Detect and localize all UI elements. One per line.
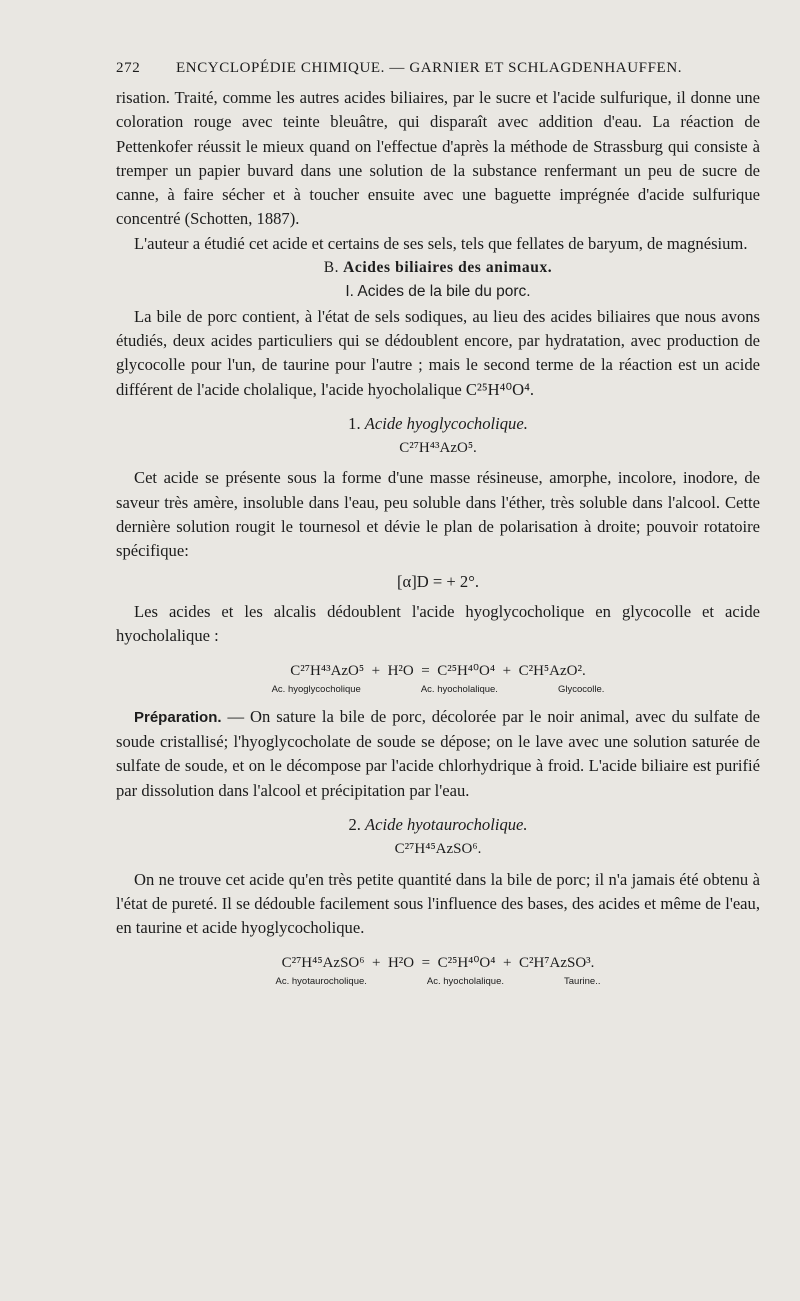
acid-formula-2: C²⁷H⁴⁵AzSO⁶. <box>394 841 482 858</box>
eq-term: C²⁷H⁴⁵AzSO⁶ <box>281 954 365 971</box>
acid-number: 1. <box>348 413 361 433</box>
paragraph-preparation <box>116 705 760 803</box>
equation-2-captions <box>116 975 760 989</box>
preparation-label: Préparation. <box>134 708 222 726</box>
paragraph-properties: Cet acide se présente sous la forme d'une masse résineuse, amorphe, incolore, inodore, de saveur très amère, insoluble dans l'eau, peu soluble dans l'éther, très soluble dans l'alcool. Cette dernière solution rougit le tournesol et dévie le plan de polarisation à droite; pouvoir rotatoire spécifique: <box>116 468 760 561</box>
page-number: 272 <box>116 60 141 76</box>
acid-heading-2 <box>116 813 760 837</box>
section-letter: B. <box>323 259 340 277</box>
paragraph-bile-porc <box>116 305 760 402</box>
eq-operator: + <box>502 662 512 679</box>
eq-caption: Ac. hyocholalique. <box>426 975 505 987</box>
equation-1 <box>116 659 760 683</box>
equation-2 <box>116 951 760 975</box>
subsection-heading: I. Acides de la bile du porc. <box>345 283 531 301</box>
eq-term: H²O <box>387 954 415 971</box>
eq-term: C²⁷H⁴³AzO⁵ <box>290 662 365 679</box>
eq-term: C²⁵H⁴⁰O⁴ <box>437 662 496 679</box>
paragraph-dedoublement: Les acides et les alcalis dédoublent l'acide hyoglycocholique en glycocolle et acide hyocholalique : <box>116 601 760 646</box>
eq-caption: Ac. hyoglycocholique <box>271 683 361 695</box>
running-title: ENCYCLOPÉDIE CHIMIQUE. — GARNIER ET SCHLAGDENHAUFFEN. <box>176 60 683 76</box>
eq-term: H²O <box>387 662 414 679</box>
section-title: Acides biliaires des animaux. <box>343 259 553 277</box>
paragraph-author-note: L'auteur a étudié cet acide et certains de ses sels, tels que fellates de baryum, de magnésium. <box>134 233 748 253</box>
equation-1-captions <box>116 683 760 697</box>
rotation-value: [α]D = + 2°. <box>397 571 479 591</box>
acid-number: 2. <box>348 815 361 835</box>
eq-operator: = <box>421 954 431 971</box>
page-body <box>116 86 760 997</box>
preparation-text: — On sature la bile de porc, décolorée par le noir animal, avec du sulfate de soude cristallisé; l'hyoglycocholate de soude se dépose; on le lave avec une solution saturée de sulfate de soude, et on le décompose par l'acide chlorhydrique à froid. L'acide biliaire est purifié par dissolution dans l'alcool et précipitation par l'eau. <box>116 706 760 800</box>
eq-term: C²H⁷AzSO³. <box>518 954 595 971</box>
eq-term: C²H⁵AzO². <box>518 662 586 679</box>
acid-name: Acide hyoglycocholique. <box>364 413 528 433</box>
eq-caption: Ac. hyocholalique. <box>420 683 498 695</box>
acid-heading-1 <box>116 412 760 436</box>
section-heading-b <box>116 256 760 280</box>
eq-term: C²⁵H⁴⁰O⁴ <box>437 954 496 971</box>
paragraph-hyotaurocholique: On ne trouve cet acide qu'en très petite quantité dans la bile de porc; il n'a jamais été obtenu à l'état de pureté. Il se dédouble facilement sous l'influence des bases, des acides et même de l'eau, en taurine et acide hyoglycocholique. <box>116 869 760 938</box>
eq-operator: + <box>371 954 381 971</box>
eq-caption: Glycocolle. <box>557 683 605 695</box>
formula-hyocholalique: C²⁵H⁴⁰O⁴. <box>465 379 535 399</box>
paragraph-text: La bile de porc contient, à l'état de sels sodiques, au lieu des acides biliaires que nous avons étudiés, deux acides particuliers qui se dédoublent encore, par hydratation, avec production de glycocolle pour l'un, de taurine pour l'autre ; mais le second terme de la réaction est un acide différent de l'acide cholalique, l'acide hyocholalique <box>116 306 760 399</box>
eq-operator: = <box>421 662 430 679</box>
eq-operator: + <box>502 954 512 971</box>
eq-caption: Taurine.. <box>564 975 601 987</box>
acid-formula-1: C²⁷H⁴³AzO⁵. <box>399 440 477 457</box>
acid-name: Acide hyotaurocholique. <box>365 815 528 835</box>
paragraph-continuation: risation. Traité, comme les autres acides biliaires, par le sucre et l'acide sulfurique, il donne une coloration rouge avec teinte bleuâtre, qui disparaît avec addition d'eau. La réaction de Pettenkofer réussit le mieux quand on l'effectue d'après la méthode de Strassburg qui consiste à tremper un papier buvard dans une solution de la substance renfermant un peu de sucre de canne, à faire sécher et à toucher ensuite avec une baguette imprégnée d'acide sulfurique concentré (Schotten, 1887). <box>116 88 760 229</box>
eq-operator: + <box>371 662 381 679</box>
running-header <box>116 60 756 77</box>
eq-caption: Ac. hyotaurocholique. <box>275 975 367 987</box>
